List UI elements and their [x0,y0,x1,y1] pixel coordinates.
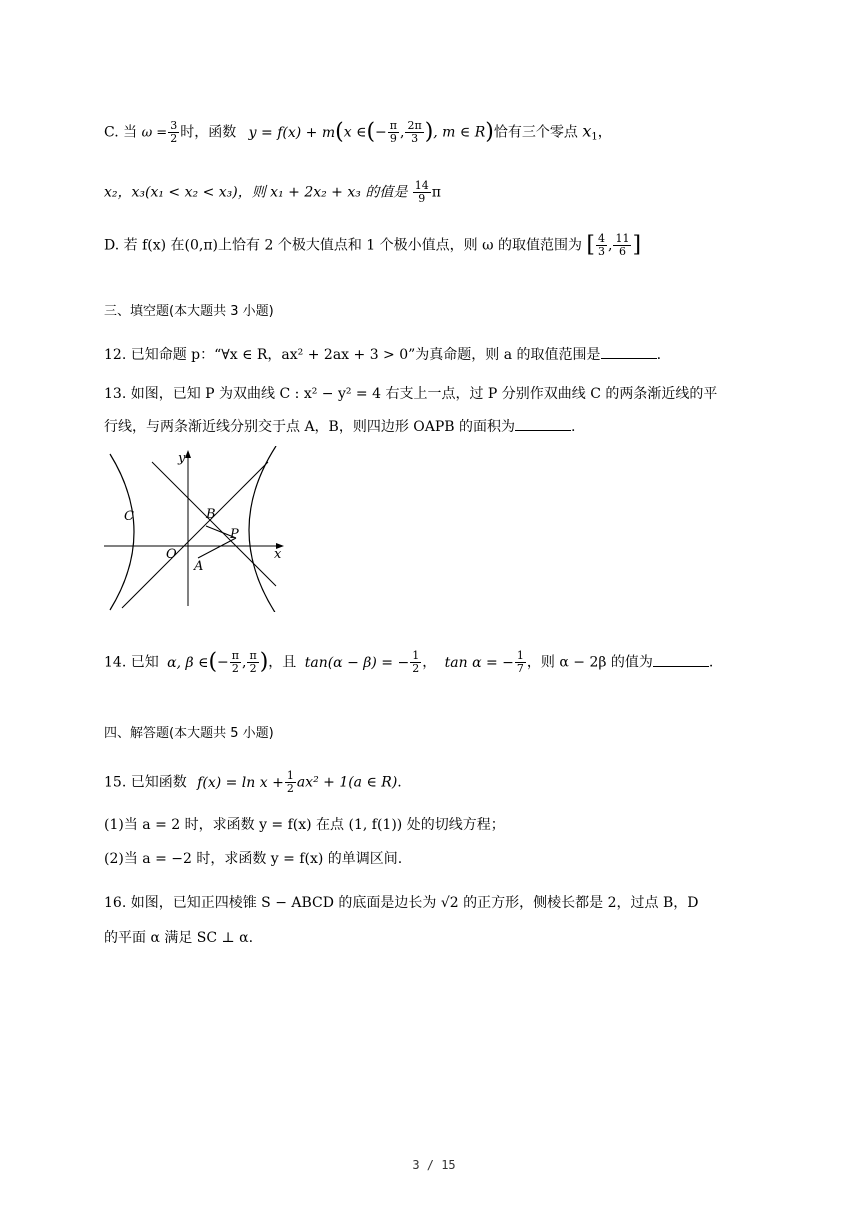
answer-fraction: $\frac{14}{9}$ [414,179,429,205]
hyperbola-left-branch [110,454,134,610]
question-16-line1: 16. 如图，已知正四棱锥 S − ABCD 的底面是边长为 √2 的正方形，侧棱长都是 2，过点 B，D [104,895,699,911]
hyperbola-figure [100,446,290,612]
answer-blank [515,416,571,431]
question-13-line1: 13. 如图，已知 P 为双曲线 C : x² − y² = 4 右支上一点，过 P 分别作双曲线 C 的两条渐近线的平 [104,386,718,402]
label-o: O [166,547,177,562]
question-12: 12. 已知命题 p：“∀x ∈ R，ax² + 2ax + 3 > 0”为真命题，则 a 的取值范围是 . [104,344,661,365]
omega-fraction: $\frac{3}{2}$ [170,119,178,145]
answer-blank [653,652,709,667]
domain-expression: x ∈ [343,124,367,141]
function-expression: y = f(x) + m [248,124,336,141]
answer-blank [601,344,657,359]
y-axis-arrow [185,450,191,458]
option-c-condition: x₂，x₃(x₁ < x₂ < x₃)，则 x₁ + 2x₂ + x₃ 的值是 [104,184,408,201]
option-d-text: D. 若 f(x) 在(0,π)上恰有 2 个极大值点和 1 个极小值点，则 ω 的取值范围为 [104,237,582,254]
option-d-line: D. 若 f(x) 在(0,π)上恰有 2 个极大值点和 1 个极小值点，则 ω 的取值范围为 [ $\frac{4}{3}$ , $\frac{11}{6}$ ] [104,232,642,258]
domain-tail: , m ∈ R [433,124,486,141]
label-p: P [230,527,239,542]
section-3-heading: 三、填空题(本大题共 3 小题) [104,304,274,319]
label-b: B [206,507,216,522]
option-c-label: C. 当 [104,124,138,141]
question-15-part1: (1)当 a = 2 时，求函数 y = f(x) 在点 (1, f(1)) 处的切线方程； [104,817,505,833]
label-y: y [178,451,186,466]
section-4-heading: 四、解答题(本大题共 5 小题) [104,726,274,741]
question-14: 14. 已知 α, β ∈(− $\frac{\pi}{2}$ , $\frac{\pi}{2}$ )，且 tan(α − β) = − $\frac{1}{2}$ ， tan α = − $\frac{1}{7}$ ，则 α − 2β 的值为 . [104,649,714,675]
asymptote-1 [122,462,268,608]
page-number: 3 / 15 [412,1158,456,1172]
option-c-tail: 恰有三个零点 [493,124,578,141]
asymptote-2 [152,462,276,586]
option-c-line2: x₂，x₃(x₁ < x₂ < x₃)，则 x₁ + 2x₂ + x₃ 的值是 $\frac{14}{9}$ π [104,179,441,205]
label-x: x [274,547,282,562]
question-15-part2: (2)当 a = −2 时，求函数 y = f(x) 的单调区间. [104,851,403,867]
hyperbola-right-branch [249,446,276,612]
option-c-mid: 时，函数 [180,124,237,141]
x1-symbol: x [582,121,592,141]
option-c-line1: C. 当 ω = $\frac{3}{2}$ 时，函数 y = f(x) + m(x ∈(− $\frac{\pi}{9}$ , $\frac{2\pi}{3}$ ), m ∈ R)恰有三个零点 $x_1$， [104,119,612,145]
question-13-line2: 行线，与两条渐近线分别交于点 A，B，则四边形 OAPB 的面积为 . [104,416,576,437]
label-c: C [124,509,134,524]
omega-symbol: ω = [141,125,168,141]
question-16-line2: 的平面 α 满足 SC ⊥ α. [104,930,254,946]
label-a: A [194,559,204,574]
question-15: 15. 已知函数 f(x) = ln x + $\frac{1}{2}$ ax² + 1(a ∈ R). [104,769,402,795]
